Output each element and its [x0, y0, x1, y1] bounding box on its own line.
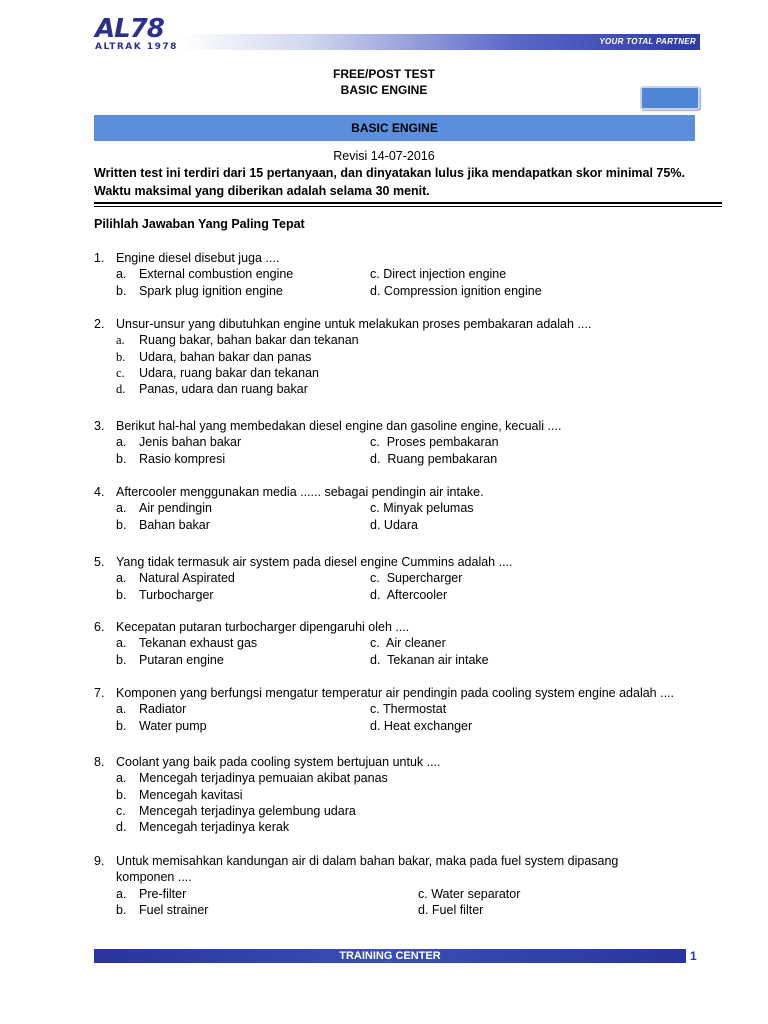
- option-b: Putaran engine: [139, 652, 224, 667]
- question-text: Komponen yang berfungsi mengatur temperatur air pendingin pada cooling system engine adalah ....: [116, 686, 674, 700]
- question-text-continued: komponen ....: [116, 870, 192, 885]
- question-text: Untuk memisahkan kandungan air di dalam bahan bakar, maka pada fuel system dipasang: [116, 854, 619, 868]
- question-5: [94, 554, 714, 603]
- question-6: [94, 619, 714, 668]
- document-title-line2: BASIC ENGINE: [340, 83, 428, 97]
- question-text: Berikut hal-hal yang membedakan diesel engine dan gasoline engine, kecuali ....: [116, 419, 562, 433]
- option-letter: b.: [116, 283, 127, 298]
- option-letter: b.: [116, 718, 127, 733]
- score-box: [640, 86, 700, 110]
- option-a: External combustion engine: [139, 267, 294, 282]
- option-letter: a.: [116, 771, 127, 786]
- option-d: Mencegah terjadinya kerak: [139, 820, 290, 835]
- option-letter: c.: [370, 267, 380, 282]
- question-4: [94, 484, 714, 533]
- question-7: [94, 685, 714, 734]
- option-a: Ruang bakar, bahan bakar dan tekanan: [139, 333, 359, 348]
- option-b: Bahan bakar: [139, 517, 210, 532]
- option-d: Tekanan air intake: [387, 652, 489, 667]
- option-letter: d.: [370, 451, 381, 466]
- option-letter: b.: [116, 652, 127, 667]
- option-c: Minyak pelumas: [383, 501, 474, 516]
- option-letter: c.: [370, 571, 380, 586]
- option-c: Udara, ruang bakar dan tekanan: [139, 365, 319, 380]
- option-c: Water separator: [431, 886, 521, 901]
- question-text: Engine diesel disebut juga ....: [116, 251, 280, 265]
- option-letter: c.: [370, 501, 380, 516]
- option-a: Pre-filter: [139, 886, 187, 901]
- option-letter: a.: [116, 636, 127, 651]
- option-letter: a.: [116, 435, 127, 450]
- option-d: Ruang pembakaran: [387, 451, 498, 466]
- logo-mark: AL78: [95, 14, 164, 44]
- question-number: 1.: [94, 251, 105, 265]
- question-9: [94, 853, 714, 918]
- option-d: Fuel filter: [431, 902, 484, 917]
- option-c: Direct injection engine: [383, 267, 507, 282]
- option-b: Spark plug ignition engine: [139, 283, 283, 298]
- option-c: Supercharger: [386, 571, 463, 586]
- option-letter: d.: [370, 587, 381, 602]
- option-b: Mencegah kavitasi: [139, 787, 243, 802]
- question-number: 6.: [94, 620, 105, 634]
- option-c: Mencegah terjadinya gelembung udara: [139, 803, 356, 818]
- option-letter: d.: [116, 382, 126, 397]
- question-1: [94, 250, 714, 299]
- option-b: Rasio kompresi: [139, 451, 226, 466]
- option-letter: c.: [370, 636, 380, 651]
- intro-line-1: Written test ini terdiri dari 15 pertanyaan, dan dinyatakan lulus jika mendapatkan skor minimal 75%.: [94, 166, 685, 180]
- option-d: Compression ignition engine: [383, 283, 542, 298]
- option-letter: b.: [116, 787, 127, 802]
- option-a: Mencegah terjadinya pemuaian akibat panas: [139, 771, 388, 786]
- section-band: BASIC ENGINE: [94, 115, 695, 141]
- option-letter: b.: [116, 902, 127, 917]
- option-letter: a.: [116, 501, 127, 516]
- option-a: Air pendingin: [139, 501, 212, 516]
- question-text: Coolant yang baik pada cooling system bertujuan untuk ....: [116, 755, 441, 769]
- document-title-line1: FREE/POST TEST: [332, 67, 435, 81]
- option-d: Udara: [383, 517, 418, 532]
- header-tagline: YOUR TOTAL PARTNER: [599, 37, 696, 46]
- instruction-text: Pilihlah Jawaban Yang Paling Tepat: [94, 217, 305, 231]
- company-logo: [95, 16, 185, 52]
- option-letter: d.: [370, 517, 381, 532]
- question-number: 5.: [94, 555, 105, 569]
- option-b: Turbocharger: [139, 587, 214, 602]
- option-letter: d.: [370, 718, 381, 733]
- divider-thick: [94, 202, 722, 204]
- option-letter: c.: [370, 435, 380, 450]
- option-letter: a.: [116, 267, 127, 282]
- option-c: Thermostat: [382, 702, 447, 717]
- option-d: Panas, udara dan ruang bakar: [139, 382, 308, 397]
- question-number: 9.: [94, 854, 105, 868]
- question-text: Kecepatan putaran turbocharger dipengaruhi oleh ....: [116, 620, 410, 634]
- option-letter: b.: [116, 451, 127, 466]
- question-2: [94, 316, 714, 397]
- option-letter: c.: [418, 886, 428, 901]
- question-number: 8.: [94, 755, 105, 769]
- question-number: 7.: [94, 686, 105, 700]
- option-letter: d.: [116, 820, 127, 835]
- page-number: 1: [690, 949, 697, 963]
- option-letter: a.: [116, 886, 127, 901]
- footer-label: TRAINING CENTER: [339, 950, 441, 962]
- option-letter: b.: [116, 517, 127, 532]
- intro-text: [94, 164, 714, 200]
- logo-subtitle: ALTRAK 1978: [95, 42, 178, 52]
- question-text: Aftercooler menggunakan media ...... sebagai pendingin air intake.: [116, 485, 484, 499]
- option-letter: c.: [370, 702, 380, 717]
- option-letter: a.: [116, 702, 127, 717]
- option-letter: d.: [418, 902, 429, 917]
- option-c: Air cleaner: [386, 636, 446, 651]
- question-number: 4.: [94, 485, 105, 499]
- option-d: Aftercooler: [386, 587, 448, 602]
- option-letter: a.: [116, 571, 127, 586]
- option-letter: c.: [116, 803, 126, 818]
- option-a: Radiator: [139, 702, 187, 717]
- intro-line-2: Waktu maksimal yang diberikan adalah selama 30 menit.: [94, 184, 430, 198]
- option-letter: b.: [116, 349, 126, 364]
- question-3: [94, 418, 714, 467]
- option-b: Fuel strainer: [139, 902, 209, 917]
- option-letter: a.: [116, 333, 125, 348]
- option-a: Jenis bahan bakar: [139, 435, 242, 450]
- option-letter: d.: [370, 283, 381, 298]
- option-a: Tekanan exhaust gas: [139, 636, 258, 651]
- option-b: Water pump: [139, 718, 207, 733]
- option-letter: d.: [370, 652, 381, 667]
- question-text: Yang tidak termasuk air system pada diesel engine Cummins adalah ....: [116, 555, 513, 569]
- option-a: Natural Aspirated: [139, 571, 235, 586]
- divider-thin: [94, 206, 722, 207]
- option-c: Proses pembakaran: [386, 435, 499, 450]
- option-letter: b.: [116, 587, 127, 602]
- question-text: Unsur-unsur yang dibutuhkan engine untuk melakukan proses pembakaran adalah ....: [116, 317, 592, 331]
- revision-date: Revisi 14-07-2016: [333, 149, 435, 163]
- question-number: 2.: [94, 317, 105, 331]
- option-d: Heat exchanger: [383, 718, 473, 733]
- question-number: 3.: [94, 419, 105, 433]
- question-8: [94, 754, 714, 835]
- option-b: Udara, bahan bakar dan panas: [139, 349, 312, 364]
- option-letter: c.: [116, 365, 125, 380]
